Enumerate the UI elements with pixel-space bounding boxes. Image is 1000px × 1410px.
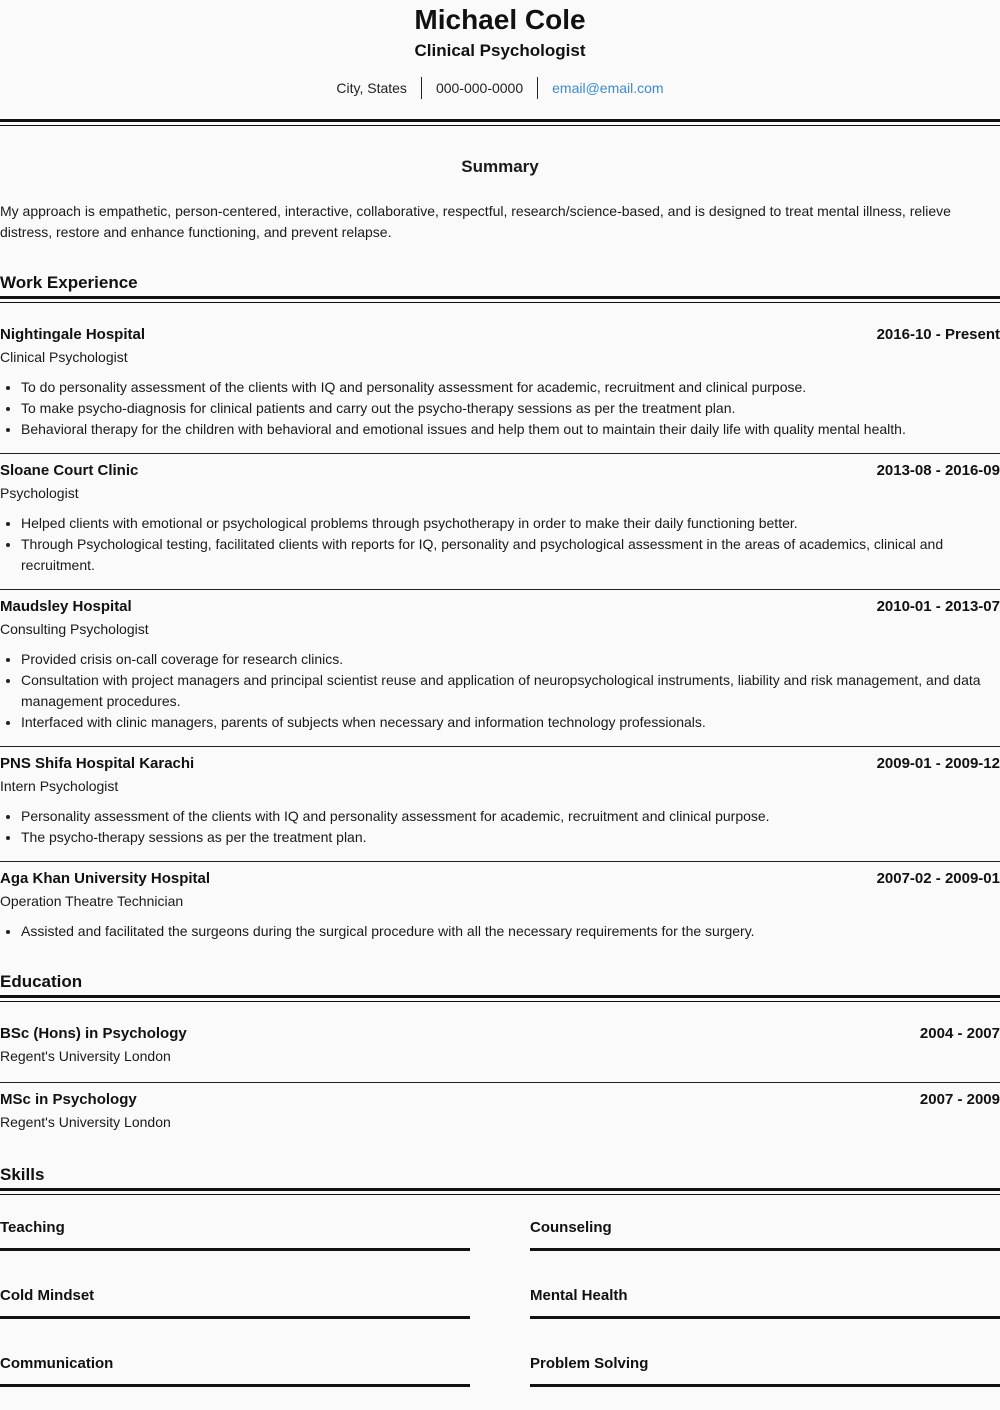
candidate-name: Michael Cole	[414, 4, 586, 35]
education-school: Regent's University London	[0, 1048, 171, 1064]
education-degree: BSc (Hons) in Psychology	[0, 1025, 187, 1042]
work-bullets	[0, 921, 1000, 942]
work-bullet: Assisted and facilitated the surgeons during the surgical procedure with all the necessary requirements for the surgery.	[0, 921, 1000, 942]
skills-heading: Skills	[0, 1165, 45, 1184]
work-bullet: Personality assessment of the clients with IQ and personality assessment for academic, recruitment and clinical purpose.	[0, 806, 1000, 827]
skill-item: Mental Health	[530, 1287, 1000, 1319]
header-rule-thin	[0, 125, 1000, 126]
candidate-title: Clinical Psychologist	[414, 41, 586, 60]
education-rule-thin	[0, 1001, 1000, 1002]
work-bullet: To make psycho-diagnosis for clinical patients and carry out the psycho-therapy sessions as per the treatment plan.	[0, 398, 1000, 419]
entry-divider	[0, 453, 1000, 454]
skill-item: Counseling	[530, 1219, 1000, 1251]
work-entry	[0, 755, 1000, 848]
work-dates: 2016-10 - Present	[876, 326, 1000, 343]
email-link[interactable]: email@email.com	[552, 80, 664, 96]
education-entry	[0, 1025, 1000, 1069]
work-entry	[0, 326, 1000, 440]
work-rule	[0, 296, 1000, 299]
work-role: Consulting Psychologist	[0, 621, 149, 637]
education-entry	[0, 1091, 1000, 1135]
skill-item: Problem Solving	[530, 1355, 1000, 1387]
summary-heading: Summary	[461, 157, 539, 176]
work-bullet: Through Psychological testing, facilitated clients with reports for IQ, personality and psychological assessment in the areas of academics, clinical and recruitment.	[0, 534, 1000, 576]
work-dates: 2009-01 - 2009-12	[876, 755, 1000, 772]
education-degree: MSc in Psychology	[0, 1091, 137, 1108]
education-dates: 2007 - 2009	[919, 1091, 1000, 1108]
work-bullet: Behavioral therapy for the children with behavioral and emotional issues and help them out to maintain their daily life with quality mental health.	[0, 419, 1000, 440]
skill-item: Cold Mindset	[0, 1287, 470, 1319]
work-org: Aga Khan University Hospital	[0, 870, 211, 887]
skill-item: Teaching	[0, 1219, 470, 1251]
work-bullet: The psycho-therapy sessions as per the treatment plan.	[0, 827, 1000, 848]
contact-row	[0, 77, 1000, 99]
education-dates: 2004 - 2007	[919, 1025, 1000, 1042]
work-entry	[0, 462, 1000, 576]
work-role: Intern Psychologist	[0, 778, 119, 794]
work-bullets	[0, 377, 1000, 440]
education-heading: Education	[0, 972, 83, 991]
entry-divider	[0, 1082, 1000, 1083]
work-bullets	[0, 649, 1000, 733]
work-heading: Work Experience	[0, 273, 138, 292]
skill-item: Communication	[0, 1355, 470, 1387]
work-bullet: Consultation with project managers and principal scientist reuse and application of neuropsychological instruments, liability and risk management, and data management procedures.	[0, 670, 1000, 712]
work-dates: 2013-08 - 2016-09	[876, 462, 1000, 479]
work-entry	[0, 598, 1000, 733]
work-bullets	[0, 806, 1000, 848]
skills-rule-thin	[0, 1194, 1000, 1195]
work-bullets	[0, 513, 1000, 576]
work-role: Operation Theatre Technician	[0, 893, 184, 909]
work-bullet: Provided crisis on-call coverage for research clinics.	[0, 649, 1000, 670]
work-role: Clinical Psychologist	[0, 349, 128, 365]
work-org: Nightingale Hospital	[0, 326, 146, 343]
work-org: PNS Shifa Hospital Karachi	[0, 755, 195, 772]
work-entry	[0, 870, 1000, 942]
work-bullet: To do personality assessment of the clients with IQ and personality assessment for academic, recruitment and clinical purpose.	[0, 377, 1000, 398]
summary-text: My approach is empathetic, person-centered, interactive, collaborative, respectful, research/science-based, and is designed to treat mental illness, relieve distress, restore and enhance functioning, and prevent relapse.	[0, 203, 951, 240]
work-role: Psychologist	[0, 485, 79, 501]
work-dates: 2007-02 - 2009-01	[876, 870, 1000, 887]
education-rule	[0, 995, 1000, 998]
work-org: Sloane Court Clinic	[0, 462, 139, 479]
phone-text: 000-000-0000	[435, 80, 524, 96]
work-bullet: Interfaced with clinic managers, parents of subjects when necessary and information technology professionals.	[0, 712, 1000, 733]
header-rule	[0, 119, 1000, 122]
entry-divider	[0, 861, 1000, 862]
education-school: Regent's University London	[0, 1114, 171, 1130]
skills-rule	[0, 1188, 1000, 1191]
location-text: City, States	[336, 80, 407, 96]
entry-divider	[0, 589, 1000, 590]
work-bullet: Helped clients with emotional or psychological problems through psychotherapy in order to make their daily functioning better.	[0, 513, 1000, 534]
work-dates: 2010-01 - 2013-07	[876, 598, 1000, 615]
entry-divider	[0, 746, 1000, 747]
work-org: Maudsley Hospital	[0, 598, 132, 615]
work-rule-thin	[0, 302, 1000, 303]
